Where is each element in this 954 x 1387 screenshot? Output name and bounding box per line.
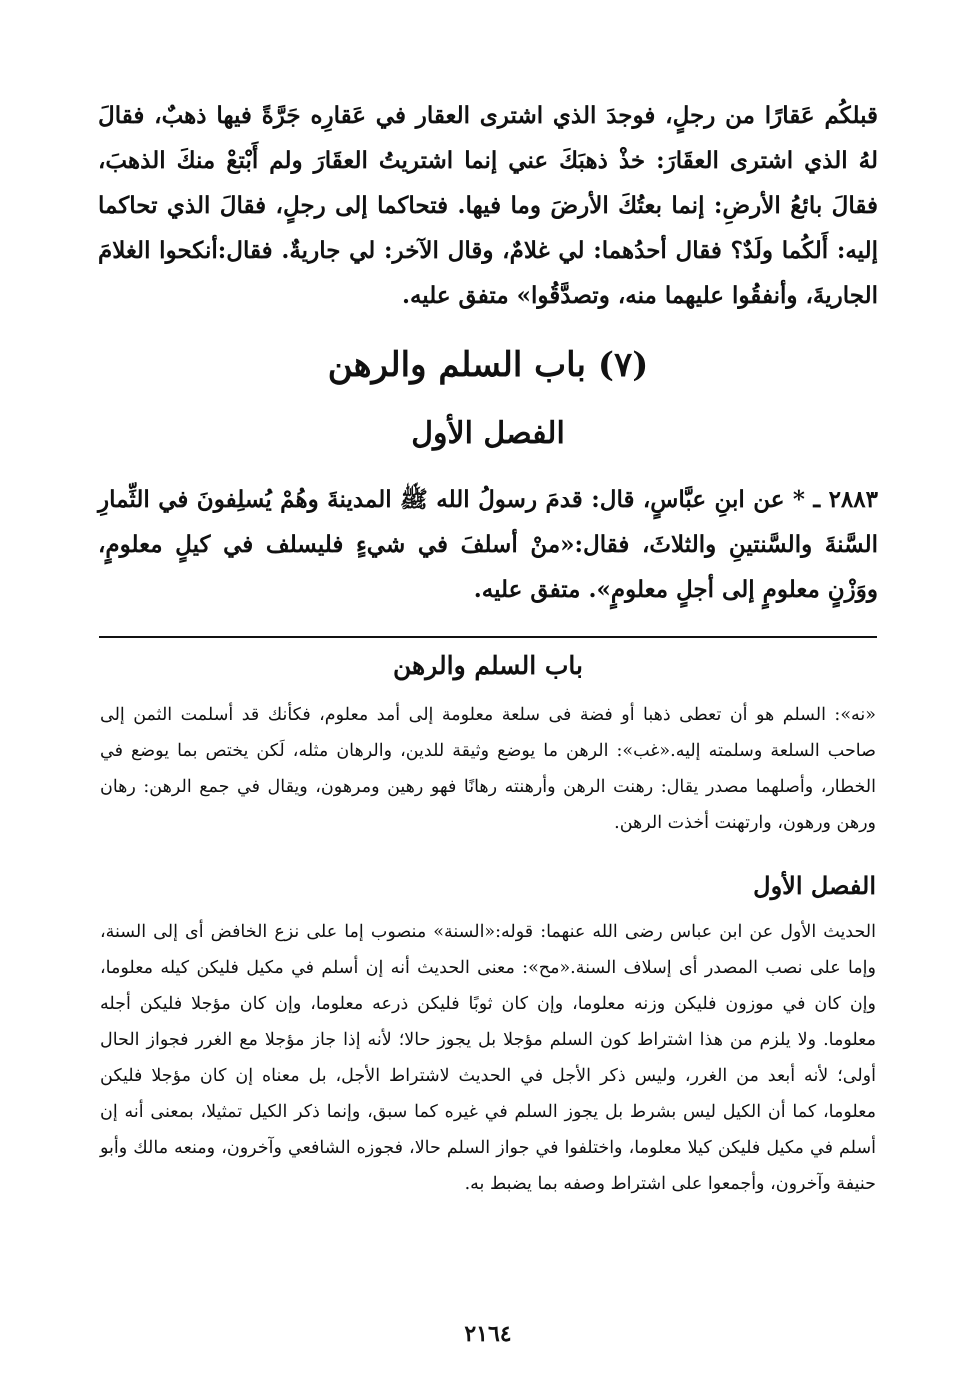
chapter-title: (٧) باب السلم والرهن — [327, 345, 649, 385]
commentary-paragraph-1: «نه»: السلم هو أن تعطى ذهبا أو فضة فى سلعة معلومة إلى أمد معلوم، فكأنك قد أسلمت الثمن إلى صاحب السلعة وسلمته إليه.«غب»: الرهن ما يوضع وثيقة للدين، والرهان مثله، لَكن يختص بما يوضع في الخطار، وأصلهما مصدر يقال: رهنت الرهن وأرهنته رهانًا فهو رهين ومرهون، ويقال في جمع الرهن: رهان ورهن ورهون، وارتهنت أخذت الرهن. — [100, 705, 876, 833]
commentary-subtitle: الفصل الأول — [753, 871, 876, 900]
commentary-paragraph-2: الحديث الأول عن ابن عباس رضى الله عنهما: قوله:«السنة» منصوب إما على نزع الخافض أى إلى السنة، وإما على نصب المصدر أى إسلاف السنة.«مح»: معنى الحديث أنه إن أسلم في مكيل فليكن كيله معلوما، وإن كان في موزون فليكن وزنه معلوما، وإن كان ثوبًا فليكن ذرعه معلوما، وإن كان مؤجلا فليكن أجله معلوما. ولا يلزم من هذا اشتراط كون السلم مؤجلا بل يجوز حالا؛ لأنه إذا جاز مؤجلا مع الغرر فجواز الحال أولى؛ لأنه أبعد من الغرر، وليس ذكر الأجل في الحديث لاشتراط الأجل، بل معناه إن كان مؤجلا فليكن معلوما، كما أن الكيل ليس بشرط بل يجوز السلم في غيره كما سبق، وإنما ذكر الكيل تمثيلا، بمعنى أنه إن أسلم في مكيل فليكن كيلا معلوما، واختلفوا في جواز السلم حالا، فجوزه الشافعي وآخرون، ومنعه مالك وأبو حنيفة وآخرون، وأجمعوا على اشتراط وصفه بما يضبط به. — [100, 922, 876, 1194]
section-title: الفصل الأول — [411, 416, 565, 451]
hadith-paragraph: ٢٨٨٣ ـ * عن ابنِ عبَّاسٍ، قال: قدمَ رسولُ الله ﷺ المدينةَ وهُمْ يُسلِفونَ في الثِّمارِ السَّنةَ والسَّنتينِ والثلاثَ، فقال:«منْ أسلفَ في شيءٍ فليسلف في كيلٍ معلومٍ، ووَزْنٍ معلومٍ إلى أجلٍ معلومٍ». متفق عليه. — [98, 486, 878, 603]
main-text-top-paragraph: قبلكُم عَقارًا من رجلٍ، فوجدَ الذي اشترى العقار في عَقارِه جَرَّةً فيها ذهبٌ، فقالَ لهُ الذي اشترى العقَارَ: خذْ ذهبَكَ عني إنما اشتريتُ العقَارَ ولم أَبْتعْ منكَ الذهبَ، فقالَ بائعُ الأرضِ: إنما بعتُكَ الأرضَ وما فيها. فتحاكما إلى رجلٍ، فقالَ الذي تحاكما إليه: أَلكُما ولَدٌ؟ فقال أحدُهما: لي غلامٌ، وقال الآخر: لي جاريةٌ. فقال:أنكحوا الغلامَ الجاريةَ، وأنفقُوا عليهما منه، وتصدَّقُوا» متفق عليه. — [98, 102, 878, 309]
commentary-divider — [99, 636, 877, 638]
page-number: ٢١٦٤ — [464, 1321, 512, 1347]
commentary-title: باب السلم والرهن — [393, 651, 583, 680]
